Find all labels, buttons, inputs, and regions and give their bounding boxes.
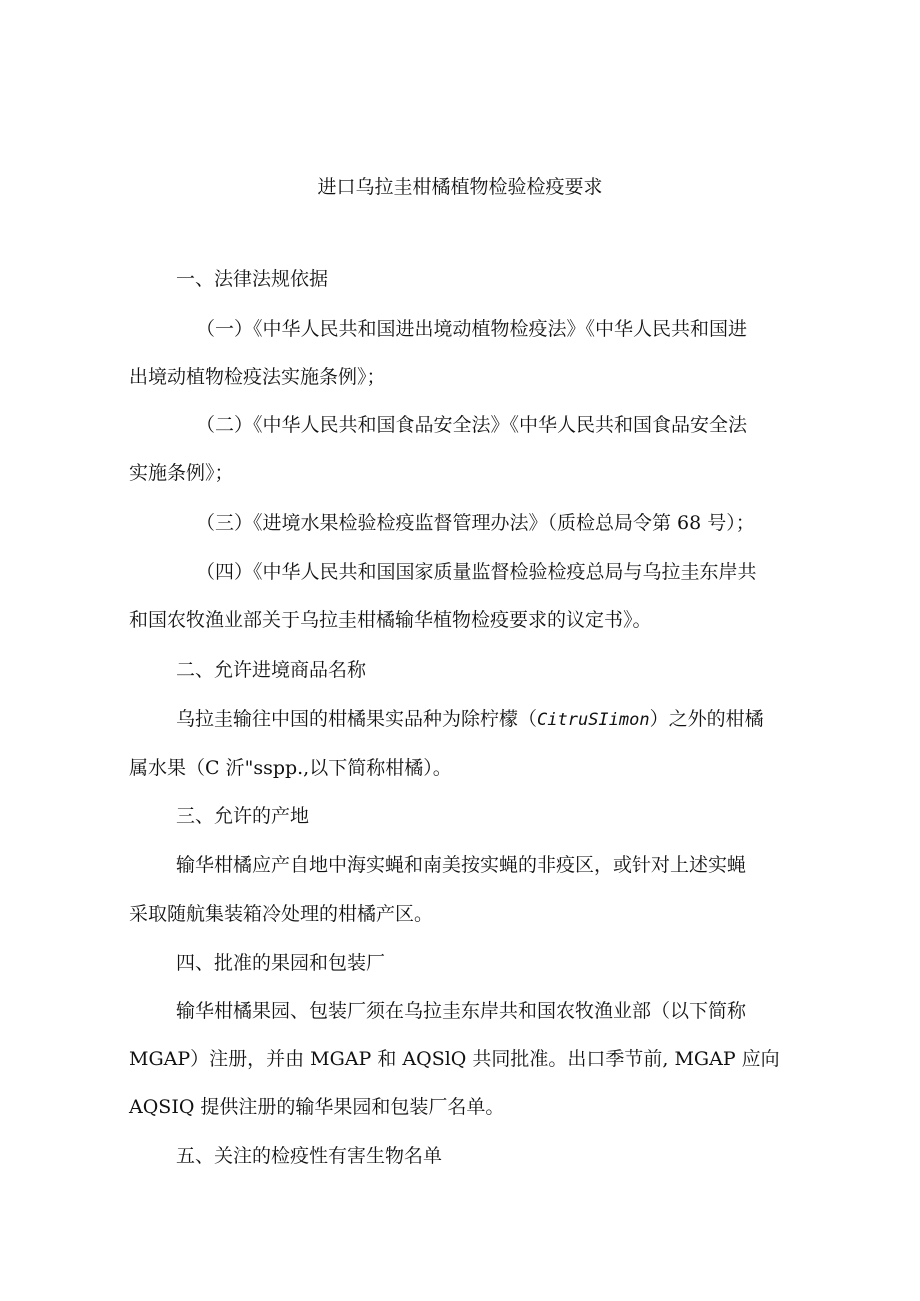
section-1-item-4-line-2: 和国农牧渔业部关于乌拉圭柑橘输华植物检疫要求的议定书》。	[129, 609, 652, 631]
section-1-item-2-line-1: （二）《中华人民共和国食品安全法》《中华人民共和国食品安全法	[196, 414, 748, 436]
section-3-heading: 三、允许的产地	[176, 805, 310, 827]
section-3-paragraph-line-1: 输华柑橘应产自地中海实蝇和南美按实蝇的非疫区，或针对上述实蝇	[176, 854, 747, 876]
section-4-paragraph-line-1: 输华柑橘果园、包装厂须在乌拉圭东岸共和国农牧渔业部（以下简称	[176, 1000, 747, 1022]
section-5-heading: 五、关注的检疫性有害生物名单	[176, 1145, 443, 1167]
section-1-item-2-line-2: 实施条例》；	[129, 462, 234, 484]
section-1-item-4-line-1: （四）《中华人民共和国国家质量监督检验检疫总局与乌拉圭东岸共	[196, 561, 757, 583]
section-1-item-1-line-1: （一）《中华人民共和国进出境动植物检疫法》《中华人民共和国进	[196, 318, 748, 340]
document-title: 进口乌拉圭柑橘植物检验检疫要求	[317, 176, 603, 198]
section-2-latin-name: CitruSIimon	[537, 710, 650, 730]
section-4-paragraph-line-3: AQSIQ 提供注册的输华果园和包装厂名单。	[129, 1096, 505, 1118]
section-3-paragraph-line-2: 采取随航集装箱冷处理的柑橘产区。	[129, 903, 434, 925]
section-2-paragraph-line-1	[176, 706, 764, 733]
section-2-heading: 二、允许进境商品名称	[176, 659, 367, 681]
section-4-paragraph-line-2: MGAP）注册，并由 MGAP 和 AQSlQ 共同批准。出口季节前, MGAP 应向	[129, 1048, 780, 1070]
section-1-item-1-line-2: 出境动植物检疫法实施条例》；	[129, 366, 386, 388]
section-2-text-a: 乌拉圭输往中国的柑橘果实品种为除柠檬（	[176, 708, 538, 730]
section-1-heading: 一、法律法规依据	[176, 268, 329, 290]
section-4-heading: 四、批准的果园和包装厂	[176, 952, 386, 974]
section-1-item-3-line-1: （三）《进境水果检验检疫监督管理办法》（质检总局令第 68 号）；	[196, 512, 755, 534]
section-2-text-b: ）之外的柑橘	[649, 708, 764, 730]
section-2-paragraph-line-2: 属水果（C 沂"sspp.,以下简称柑橘）。	[129, 757, 452, 779]
